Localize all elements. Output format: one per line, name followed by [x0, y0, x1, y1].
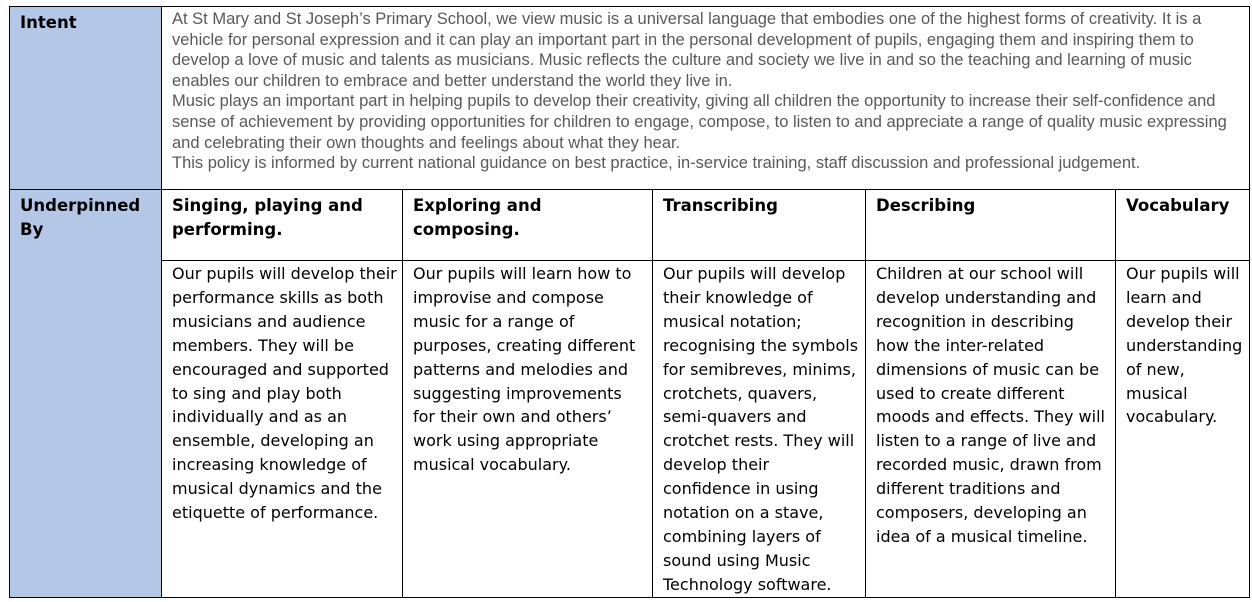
column-heading-cell: [866, 190, 1116, 261]
column-heading-cell: [1116, 190, 1250, 261]
column-heading-describing: Describing: [876, 196, 976, 215]
intent-row: [10, 7, 1250, 190]
underpinned-label-cell: [10, 190, 162, 598]
underpinned-heading-row: [10, 190, 1250, 261]
intent-paragraph: Music plays an important part in helping pupils to develop their creativity, giving all children the opportunity to increase their self-confidence and sense of achievement by providing opportunities for children to engage, compose, to listen to and appreciate a range of quality music expressing and celebrating their own thoughts and feelings about what they hear.: [172, 92, 1227, 152]
column-heading-vocabulary: Vocabulary: [1126, 196, 1230, 215]
column-body-vocabulary: Our pupils will learn and develop their understanding of new, musical vocabulary.: [1126, 264, 1243, 427]
column-body-cell: [1116, 261, 1250, 598]
column-body-cell: [653, 261, 866, 598]
column-body-cell: [162, 261, 403, 598]
column-body-cell: [403, 261, 653, 598]
column-heading-cell: [162, 190, 403, 261]
intent-body-cell: [162, 7, 1250, 190]
intent-label: Intent: [20, 13, 77, 32]
intent-body: [162, 7, 1249, 174]
column-heading-exploring: Exploring and composing.: [413, 196, 542, 239]
underpinned-content-row: [10, 261, 1250, 598]
underpinned-label: Underpinned By: [20, 196, 141, 239]
column-body-cell: [866, 261, 1116, 598]
intent-paragraph: This policy is informed by current national guidance on best practice, in-service training, staff discussion and professional judgement.: [172, 154, 1141, 173]
column-body-singing: Our pupils will develop their performance skills as both musicians and audience members. They will be encouraged and supported to sing and play both individually and as an ensemble, developing an increasing knowledge of musical dynamics and the etiquette of performance.: [172, 264, 397, 523]
intent-label-cell: [10, 7, 162, 190]
column-heading-singing: Singing, playing and performing.: [172, 196, 363, 239]
column-heading-cell: [403, 190, 653, 261]
column-heading-transcribing: Transcribing: [663, 196, 778, 215]
intent-paragraph: At St Mary and St Joseph’s Primary School, we view music is a universal language that embodies one of the highest forms of creativity. It is a vehicle for personal expression and it can play an important part in the personal development of pupils, engaging them and inspiring them to develop a love of music and talents as musicians. Music reflects the culture and society we live in and so the teaching and learning of music enables our children to embrace and better understand the world they live in.: [172, 10, 1202, 90]
column-heading-cell: [653, 190, 866, 261]
column-body-exploring: Our pupils will learn how to improvise and compose music for a range of purposes, creating different patterns and melodies and suggesting improvements for their own and others’ work using appropriate musical vocabulary.: [413, 264, 636, 475]
curriculum-table: [9, 6, 1250, 598]
column-body-transcribing: Our pupils will develop their knowledge of musical notation; recognising the symbols for semibreves, minims, crotchets, quavers, semi-quavers and crotchet rests. They will develop their confidence in using notation on a stave, combining layers of sound using Music Technology software.: [663, 264, 859, 594]
column-body-describing: Children at our school will develop understanding and recognition in describing how the inter-related dimensions of music can be used to create different moods and effects. They will listen to a range of live and recorded music, drawn from different traditions and composers, developing an idea of a musical timeline.: [876, 264, 1105, 546]
